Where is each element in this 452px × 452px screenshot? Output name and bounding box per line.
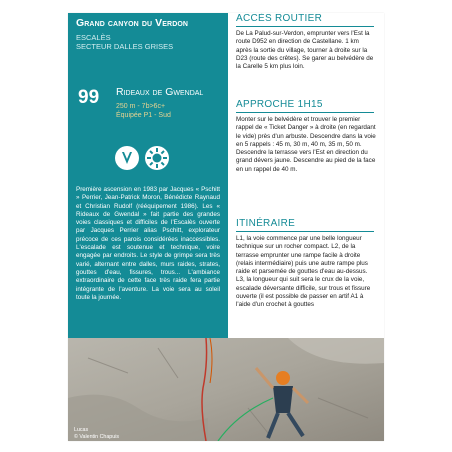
guidebook-page	[68, 13, 384, 441]
approach-text: Monter sur le belvédère et trouver le premier rappel de « Ticket Danger » à droite (en regardant le vide) près d'un arbuste. Descendre dans la voie en 5 rappels : 45 m, 30 m, 40 m, 35 m, 50 m. Descendre la terrasse vers l'Est en direction du grand dévers jaune. Descendre au pied de la face en un rappel de 40 m.	[236, 116, 376, 173]
sector-line-2: SECTEUR DALLES GRISES	[76, 42, 174, 51]
site-title: Grand canyon du Verdon	[76, 17, 189, 29]
climber-photo	[68, 338, 384, 441]
sun-icon	[144, 145, 170, 171]
route-title: Rideaux de Gwendal	[116, 86, 204, 98]
approach-section	[236, 99, 376, 174]
route-number: 99	[78, 87, 100, 108]
route-specs-grade: 250 m - 7b>6c+	[116, 103, 166, 110]
access-divider	[236, 26, 374, 27]
itinerary-divider	[236, 231, 374, 232]
access-heading: ACCÈS ROUTIER	[236, 13, 323, 24]
access-section	[236, 13, 376, 71]
heart-shield-icon	[114, 145, 140, 171]
itinerary-heading: ITINÉRAIRE	[236, 218, 296, 229]
sector-label	[76, 33, 173, 51]
photo-caption	[74, 427, 119, 440]
route-description: Première ascension en 1983 par Jacques « Pschitt » Perrier, Jean-Patrick Moron, Bénédicte Raynaud et Christian Rudolf (rééquipement 1986). Les « Rideaux de Gwendal » fait partie des grandes voies classiques et difficiles de l'Escalès ouverte par Jacques Perrier alias Pschitt, explorateur précoce de ces parois considérées inaccessibles. L'escalade est soutenue et technique, voire engagée par endroits. Le style de grimpe sera très varié, alternant entre dalles, murs raides, strates, gouttes d'eau, fissures, trous... L'ambiance extraordinaire de cette face très raide fera partie intégrante de l'aventure. La voie sera au soleil toute la journée.	[76, 186, 220, 301]
access-text: De La Palud-sur-Verdon, emprunter vers l'Est la route D952 en direction de Castellane. 1 km après la sortie du village, tourner à droite sur la D23 (route des crêtes). Se garer au belvédère de la Carelle 5 km plus loin.	[236, 30, 374, 71]
sector-line-1: ESCALÈS	[76, 33, 111, 42]
photo-credit: © Valentin Chapuis	[74, 433, 120, 440]
route-specs	[116, 102, 171, 120]
route-specs-equipment: Équipée P1 - Sud	[116, 112, 171, 119]
approach-divider	[236, 112, 374, 113]
photo-caption-subject: Lucas	[74, 427, 89, 433]
approach-heading: APPROCHE 1H15	[236, 99, 323, 110]
itinerary-section	[236, 218, 376, 310]
itinerary-text: L1, la voie commence par une belle longueur technique sur un rocher compact. L2, de la terrasse emprunter une rampe facile à droite (relais intermédiaire) puis une autre rampe plus raide et parsemée de gouttes d'eau au-dessus. L3, la longueur qui suit sera le crux de la voie, escalade déversante difficile, sur trous et fissure ouverte (il est possible de passer en artif A1 à l'aide d'un crochet à gouttes	[236, 235, 371, 309]
route-info-panel	[68, 13, 228, 338]
